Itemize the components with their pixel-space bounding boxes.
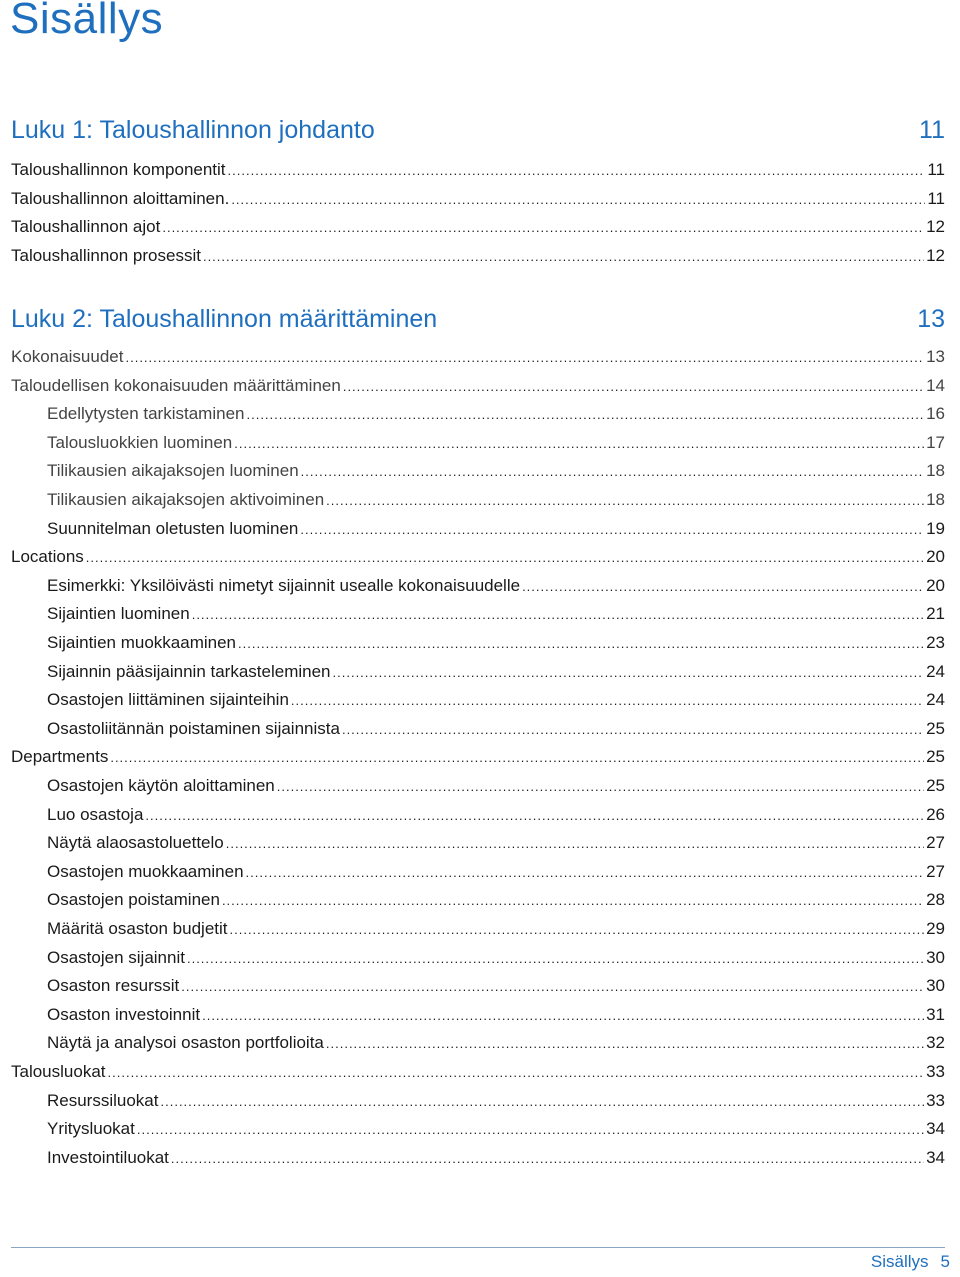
dot-leader: [86, 550, 924, 565]
dot-leader: [234, 436, 924, 451]
toc-entry-page: 12: [926, 217, 945, 237]
toc-entry-page: 28: [926, 890, 945, 910]
toc-entry-page: 27: [926, 833, 945, 853]
toc-entry-label: Näytä ja analysoi osaston portfolioita: [47, 1033, 324, 1053]
toc-entry-page: 18: [926, 461, 945, 481]
toc-entry-page: 25: [926, 718, 945, 738]
toc-entry-page: 29: [926, 919, 945, 938]
toc-entry-page: 31: [926, 1004, 945, 1024]
toc-entry[interactable]: [11, 160, 945, 182]
dot-leader: [222, 893, 924, 908]
toc-entry-page: 33: [926, 1062, 945, 1081]
toc-entry-label: Talousluokkien luominen: [47, 432, 233, 452]
toc-entry[interactable]: [11, 1062, 945, 1084]
dot-leader: [226, 836, 924, 851]
toc-entry-label: Sijainnin pääsijainnin tarkasteleminen: [47, 661, 331, 681]
toc-entry-page: 21: [926, 604, 945, 624]
toc-entry-label: Departments: [11, 747, 109, 767]
dot-leader: [246, 865, 925, 880]
page-footer: [871, 1252, 950, 1272]
toc-entry-label: Osastojen liittäminen sijainteihin: [47, 690, 289, 710]
footer-section: Sisällys: [870, 1252, 929, 1271]
toc-entry[interactable]: [47, 1033, 945, 1055]
dot-leader: [246, 407, 924, 422]
toc-entry-page: 24: [926, 661, 945, 681]
toc-entry-label: Locations: [11, 547, 84, 567]
toc-entry-page: 13: [926, 347, 945, 366]
toc-entry[interactable]: [11, 217, 945, 239]
toc-entry-label: Sijaintien luominen: [47, 604, 190, 624]
toc-entry[interactable]: [47, 948, 945, 970]
dot-leader: [342, 722, 924, 737]
toc-entry-page: 11: [927, 160, 945, 179]
toc-entry[interactable]: [47, 490, 945, 512]
dot-leader: [326, 1036, 924, 1051]
dot-leader: [291, 693, 924, 708]
toc-entry-label: Taloushallinnon komponentit: [11, 160, 226, 179]
toc-entry-label: Tilikausien aikajaksojen aktivoiminen: [47, 490, 325, 509]
toc-entry-label: Sijaintien muokkaaminen: [47, 633, 236, 652]
dot-leader: [161, 1094, 925, 1109]
dot-leader: [192, 607, 924, 622]
toc-entry-page: 26: [926, 804, 945, 824]
chapter-heading[interactable]: [11, 114, 945, 146]
dot-leader: [326, 493, 924, 508]
toc-entry-page: 23: [926, 633, 945, 652]
dot-leader: [230, 922, 925, 937]
toc-entry-label: Osaston resurssit: [47, 976, 180, 996]
dot-leader: [343, 379, 924, 394]
toc-entry[interactable]: [11, 747, 945, 769]
toc-entry-label: Osastojen poistaminen: [47, 890, 220, 910]
toc-entry[interactable]: [47, 862, 945, 884]
toc-entry-label: Määritä osaston budjetit: [47, 919, 228, 938]
chapter-heading[interactable]: [11, 303, 945, 335]
toc-entry-page: 27: [926, 861, 945, 881]
page-title: Sisällys: [10, 0, 164, 43]
toc-entry-label: Taloushallinnon prosessit: [11, 245, 201, 265]
toc-entry[interactable]: [11, 376, 945, 398]
toc-entry-label: Talousluokat: [11, 1062, 106, 1081]
toc-entry-page: 20: [926, 575, 945, 595]
toc-entry[interactable]: [47, 604, 945, 626]
chapter-page: 13: [917, 304, 945, 333]
toc-entry[interactable]: [47, 719, 945, 741]
toc-entry-label: Tilikausien aikajaksojen luominen: [47, 461, 299, 481]
toc-entry[interactable]: [47, 433, 945, 455]
dot-leader: [108, 1065, 925, 1080]
toc-entry[interactable]: [11, 347, 945, 369]
toc-entry[interactable]: [47, 662, 945, 684]
toc-entry-label: Yritysluokat: [47, 1119, 135, 1139]
toc-entry[interactable]: [47, 519, 945, 541]
dot-leader: [300, 522, 924, 537]
toc-entry-label: Edellytysten tarkistaminen: [47, 404, 245, 424]
dot-leader: [125, 350, 924, 365]
toc-entry-label: Luo osastoja: [47, 804, 144, 824]
toc-entry[interactable]: [47, 461, 945, 483]
toc-entry-label: Osastoliitännän poistaminen sijainnista: [47, 718, 340, 738]
toc-entry-page: 19: [926, 518, 945, 538]
toc-entry-label: Näytä alaosastoluettelo: [47, 833, 224, 853]
toc-entry-label: Kokonaisuudet: [11, 347, 124, 366]
dot-leader: [301, 464, 924, 479]
toc-entry-page: 25: [926, 776, 945, 795]
dot-leader: [203, 249, 924, 264]
toc-entry[interactable]: [47, 633, 945, 655]
toc-entry-label: Investointiluokat: [47, 1147, 169, 1167]
toc-entry[interactable]: [47, 1091, 945, 1113]
dot-leader: [277, 779, 924, 794]
toc-entry-label: Taloushallinnon ajot: [11, 217, 161, 237]
toc-entry-page: 30: [926, 947, 945, 967]
toc-entry[interactable]: [47, 976, 945, 998]
toc-entry[interactable]: [47, 805, 945, 827]
dot-leader: [137, 1122, 924, 1137]
dot-leader: [522, 579, 924, 594]
toc-entry-label: Osaston investoinnit: [47, 1004, 201, 1024]
toc-entry-label: Osastojen sijainnit: [47, 947, 185, 967]
toc-entry-page: 33: [926, 1090, 945, 1110]
toc-entry[interactable]: [47, 1005, 945, 1027]
dot-leader: [171, 1151, 924, 1166]
toc-entry-label: Esimerkki: Yksilöivästi nimetyt sijainnit usealle kokonaisuudelle: [47, 575, 521, 595]
toc-entry-page: 18: [926, 490, 945, 509]
toc-entry[interactable]: [47, 576, 945, 598]
toc-entry[interactable]: [11, 189, 945, 211]
toc-entry-page: 12: [926, 245, 945, 265]
toc-entry[interactable]: [47, 890, 945, 912]
toc-entry[interactable]: [47, 833, 945, 855]
chapter-title: Luku 1: Taloushallinnon johdanto: [11, 115, 375, 144]
dot-leader: [238, 636, 924, 651]
dot-leader: [181, 979, 924, 994]
toc-entry-page: 16: [926, 404, 945, 424]
toc-entry[interactable]: [47, 1148, 945, 1170]
toc-entry-page: 14: [926, 375, 945, 395]
dot-leader: [145, 808, 924, 823]
chapter-title: Luku 2: Taloushallinnon määrittäminen: [11, 304, 438, 333]
toc-entry[interactable]: [47, 1119, 945, 1141]
footer-page-number: 5: [940, 1252, 950, 1271]
toc-entry-page: 32: [926, 1033, 945, 1053]
toc-entry-page: 34: [926, 1147, 945, 1167]
toc-entry[interactable]: [47, 690, 945, 712]
toc-entry-page: 20: [926, 547, 945, 567]
toc-entry[interactable]: [11, 246, 945, 268]
dot-leader: [231, 192, 925, 207]
toc-entry[interactable]: [47, 776, 945, 798]
toc-entry[interactable]: [11, 547, 945, 569]
toc-entry-label: Taloudellisen kokonaisuuden määrittäminen: [11, 375, 341, 395]
toc-entry-label: Suunnitelman oletusten luominen: [47, 518, 299, 538]
dot-leader: [162, 220, 924, 235]
toc-entry-page: 11: [927, 188, 945, 208]
toc-entry[interactable]: [47, 404, 945, 426]
toc-entry-label: Osastojen muokkaaminen: [47, 861, 244, 881]
chapter-page: 11: [919, 115, 945, 144]
dot-leader: [110, 750, 924, 765]
toc-entry-page: 30: [926, 976, 945, 996]
toc-entry-page: 17: [926, 432, 945, 452]
footer-divider: [11, 1247, 945, 1248]
dot-leader: [187, 951, 924, 966]
dot-leader: [202, 1008, 924, 1023]
toc-entry[interactable]: [47, 919, 945, 941]
toc-entry-label: Taloushallinnon aloittaminen.: [11, 188, 230, 208]
dot-leader: [333, 665, 925, 680]
toc-entry-label: Osastojen käytön aloittaminen: [47, 776, 275, 795]
dot-leader: [228, 163, 926, 178]
toc-entry-page: 25: [926, 747, 945, 767]
toc-entry-label: Resurssiluokat: [47, 1090, 159, 1110]
toc-entry-page: 34: [926, 1119, 945, 1139]
toc-entry-page: 24: [926, 690, 945, 710]
